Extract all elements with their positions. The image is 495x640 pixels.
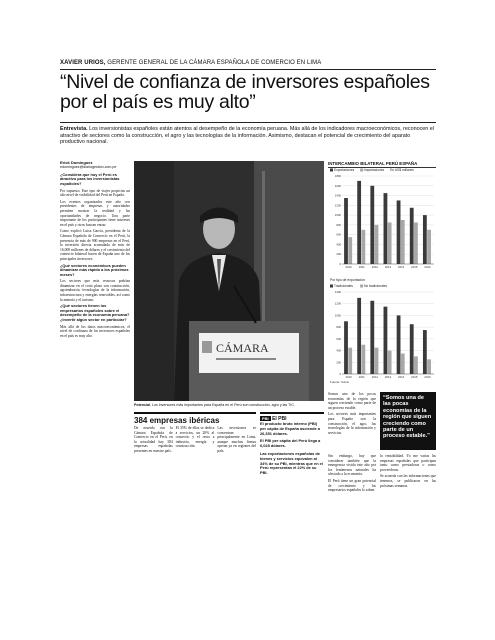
- bar: [423, 215, 427, 264]
- y-tick-label: 600: [336, 232, 341, 237]
- y-tick-label: 200: [336, 360, 341, 365]
- y-tick-label: 1800: [334, 174, 341, 178]
- bar: [388, 351, 392, 374]
- x-tick-label: 2013: [384, 375, 392, 379]
- article-column-1: [60, 161, 130, 521]
- bar: [384, 307, 388, 374]
- bar: [388, 222, 392, 264]
- question-3: ¿Qué sectores tienen los empresarios españoles sobre el desempeño de la economía peruana? ¿Invertir algún sector en particular?: [60, 303, 130, 323]
- article-column-right-b: [380, 454, 436, 490]
- svg-text:CÁMARA: CÁMARA: [216, 341, 269, 355]
- bar: [401, 220, 405, 264]
- pbi-list: [260, 422, 324, 479]
- interview-photo: [134, 161, 324, 401]
- bar: [348, 237, 352, 264]
- chart-source: Fuente: Sunat: [330, 380, 349, 384]
- bar: [410, 324, 414, 374]
- bar: [357, 181, 361, 264]
- y-tick-label: 1000: [334, 213, 341, 218]
- pbi-title: El PBI: [272, 416, 287, 422]
- y-tick-label: 1400: [334, 193, 341, 198]
- legend-swatch: [360, 285, 363, 288]
- list-item: El producto bruto interno (PBI) per cápita de España asciende a 26,351 dólares.: [260, 421, 320, 436]
- x-tick-label: 2011: [358, 375, 365, 379]
- legend-label: Importaciones: [364, 168, 385, 172]
- y-tick-label: 0: [339, 372, 341, 376]
- bar: [361, 230, 365, 264]
- paragraph: Los sectores más importantes para España son la construcción, el agro, las tecnologías de la información y servicios.: [328, 412, 376, 435]
- bar: [370, 186, 374, 264]
- question-2: ¿Qué sectores económicos pueden dinamizar más rápido a los próximos meses?: [60, 262, 129, 277]
- y-tick-label: 400: [336, 348, 341, 353]
- legend-label: Tradicionales: [334, 284, 353, 288]
- paragraph: Somos uno de los pocos economías de la región que siguen creciendo como parte de un proceso estable.: [328, 392, 376, 410]
- paragraph: Como explicó Luisa García, presidenta de la Cámara Española de Comercio en el Perú, la presencia de más de 900 empresas en el Perú, la inversión directa acumulada de más de 16,000 millones de dólares y el crecimiento del comercio bilateral hacen de España uno de los principales inversores.: [60, 229, 130, 261]
- paragraph: Más allá de los datos macroeconómicos, el nivel de confianza de los inversores españoles en el país es muy alto.: [60, 324, 130, 338]
- x-tick-label: 2016: [424, 265, 431, 269]
- bar: [344, 198, 348, 264]
- standfirst-text: Los inversionistas españoles están atentos al desempeño de la economía peruana. Más allá de los indicadores macroeconómicos, reconocen el atractivo de sectores como la construcción, el agro y las tecnologías de la información. Asimismo, destacan el potencial de crecimiento del aparato productivo nacional.: [60, 126, 434, 146]
- x-tick-label: 2010: [345, 375, 352, 379]
- paragraph: El Perú tiene un gran potencial de crecimiento y los empresarios españoles lo saben.: [328, 478, 376, 493]
- y-tick-label: 1600: [334, 183, 341, 188]
- chart-subtitle: Por tipo de exportación: [330, 278, 365, 282]
- y-tick-label: 1200: [334, 301, 341, 306]
- charts-svg: [328, 168, 436, 388]
- photo-illustration: [134, 161, 324, 401]
- y-tick-label: 1400: [334, 290, 341, 294]
- bar: [427, 359, 431, 374]
- newspaper-page: [60, 60, 436, 560]
- bar: [397, 315, 401, 374]
- bar: [361, 345, 365, 374]
- y-tick-label: 400: [336, 242, 341, 247]
- y-tick-label: 800: [336, 325, 341, 330]
- paragraph: Se acuerda con las informaciones que tenemos, se publicaron en las próximas semanas.: [380, 474, 436, 488]
- list-item: Las exportaciones españolas de bienes y servicios equivalen al 34% de su PBI, mientras que en el Perú representan el 22% de su PBI.: [260, 450, 323, 476]
- legend-label: No tradicionales: [364, 284, 387, 288]
- x-tick-label: 2014: [398, 265, 405, 269]
- x-tick-label: 2015: [411, 265, 418, 269]
- paragraph: Por supuesto. Este tipo de viajes propicias un alto nivel de visibilidad del Perú en España.: [60, 188, 130, 198]
- caption-text: Los inversores más importantes para España en el Perú son construcción, agro y las TIC.: [150, 403, 295, 407]
- pull-quote: “Somos una de las pocas economías de la región que siguen creciendo como parte de un proceso estable.”: [380, 392, 436, 450]
- x-tick-label: 2013: [384, 265, 392, 269]
- bar: [414, 356, 418, 374]
- bar: [384, 193, 388, 264]
- y-tick-label: 600: [336, 336, 341, 341]
- paragraph: De acuerdo con la Cámara Española de Comercio en el Perú, en la actualidad hay 384 empresas españolas presentes en nuestro país.: [134, 426, 173, 453]
- bar: [423, 330, 427, 374]
- author-block: [60, 161, 130, 170]
- legend-swatch: [330, 169, 333, 172]
- standfirst: [60, 126, 436, 146]
- bar: [348, 348, 352, 374]
- article-column-mid: [328, 392, 376, 437]
- headline-rule: [60, 122, 436, 123]
- x-tick-label: 2012: [371, 265, 378, 269]
- bar: [401, 354, 405, 375]
- x-tick-label: 2016: [424, 375, 431, 379]
- byline-name: XAVIER URIOS,: [60, 60, 106, 66]
- bar: [370, 301, 374, 374]
- y-tick-label: 1200: [334, 203, 341, 208]
- x-tick-label: 2012: [371, 375, 378, 379]
- photo-caption: [134, 403, 324, 407]
- y-tick-label: 0: [339, 262, 341, 266]
- author-email: edominguez@diariogestion.com.pe: [60, 165, 117, 170]
- y-tick-label: 200: [336, 252, 341, 257]
- bar: [414, 222, 418, 264]
- x-tick-label: 2015: [411, 375, 418, 379]
- bar: [427, 230, 431, 264]
- headline: “Nivel de confianza de inversores españoles por el país es muy alto”: [60, 71, 430, 113]
- bar: [375, 225, 379, 264]
- x-tick-label: 2014: [398, 375, 405, 379]
- byline: [60, 60, 436, 66]
- top-rule: [60, 69, 436, 70]
- legend-label: En US$ millones: [390, 168, 414, 172]
- paragraph: Los sectores que más recursos podrían dinamizar en el corto plazo son construcción, agroindustria, tecnologías de la información, infraestructura y energías renovables, así como la minería y el turismo.: [60, 279, 130, 302]
- author-name: Erick Dominguez: [60, 160, 93, 165]
- sidebar-box-columns: [134, 426, 256, 454]
- bar: [344, 321, 348, 374]
- list-item: El PBI per cápita del Perú llega a 6,028 dólares.: [260, 438, 321, 449]
- bar: [397, 200, 401, 264]
- pbi-tag: PBI: [262, 416, 269, 421]
- paragraph: Las inversiones se concentran principalmente en Lima, aunque muchas firmas operan ya en regiones del país.: [217, 426, 257, 453]
- paragraph: Sin embargo, hay que considerar también que la emergencia vivida este año por los fenómenos naturales ha afectado a la economía.: [328, 454, 376, 477]
- standfirst-kicker: Entrevista.: [60, 126, 88, 132]
- bar: [375, 348, 379, 374]
- bar: [357, 298, 361, 374]
- sidebar-box-title: 384 empresas ibéricas: [134, 412, 256, 425]
- legend-swatch: [360, 169, 363, 172]
- paragraph: Los eventos organizados este año con presidentes de empresas y autoridades permiten mostrar la realidad y las oportunidades de negocio. Una parte importante de los participantes tiene intereses en el país y otros buscan entrar.: [60, 199, 130, 227]
- article-column-right-a: [328, 454, 376, 495]
- chart-title: INTERCAMBIO BILATERAL PERÚ ESPAÑA: [328, 161, 436, 168]
- y-tick-label: 1000: [334, 313, 341, 318]
- caption-label: Potencial.: [134, 403, 151, 407]
- paragraph: El 35% de ellas se dedica a servicios, un 20% al comercio y el resto a industria, energía y construcción.: [175, 426, 215, 449]
- legend-swatch: [330, 285, 333, 288]
- legend-label: Exportaciones: [334, 168, 355, 172]
- y-tick-label: 800: [336, 222, 341, 227]
- bar: [410, 208, 414, 264]
- x-tick-label: 2011: [358, 265, 365, 269]
- x-tick-label: 2010: [345, 265, 352, 269]
- question-1: ¿Considera que hoy el Perú es atractivo para los inversionistas españoles?: [60, 171, 120, 186]
- byline-role: GERENTE GENERAL DE LA CÁMARA ESPAÑOLA DE COMERCIO EN LIMA: [105, 60, 322, 66]
- paragraph: la rentabilidad. Yo me varias las empresas españolas que participan tanto como prestadoras o como proveedoras.: [380, 454, 436, 472]
